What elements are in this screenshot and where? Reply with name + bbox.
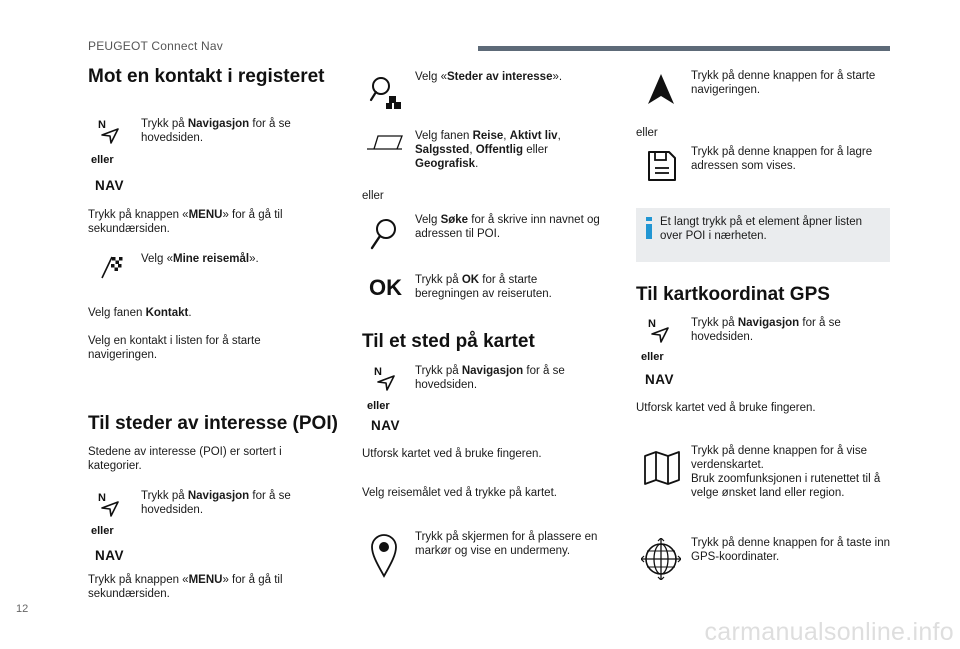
- nav-label: NAV: [95, 178, 125, 193]
- text-navigation-4: Trykk på Navigasjon for å se hovedsiden.: [691, 317, 841, 343]
- text-place-marker: Trykk på skjermen for å plassere en markør og vise en undermeny.: [415, 531, 598, 557]
- text-or: eller: [362, 190, 384, 202]
- text-start-navigation: Trykk på denne knappen for å starte navigeringen.: [691, 70, 876, 96]
- nav-label: NAV: [645, 372, 675, 387]
- nav-letter: N: [98, 119, 106, 131]
- nav-letter: N: [374, 366, 382, 378]
- or-label: eller: [367, 400, 390, 412]
- gps-globe-icon: [641, 538, 681, 580]
- text-search: Velg Søke for å skrive inn navnet og adressen til POI.: [415, 214, 600, 240]
- tabs-icon: [366, 133, 406, 151]
- or-label: eller: [91, 525, 114, 537]
- heading-contact: Mot en kontakt i registeret: [88, 66, 325, 87]
- search-icon: [369, 217, 399, 251]
- location-pin-icon: [370, 532, 398, 578]
- text-navigation-2: Trykk på Navigasjon for å se hovedsiden.: [141, 490, 291, 516]
- text-explore-map-2: Utforsk kartet ved å bruke fingeren.: [636, 402, 816, 414]
- text-contact-tab: Velg fanen Kontakt.: [88, 307, 192, 319]
- save-icon: [647, 150, 677, 182]
- text-navigation-3: Trykk på Navigasjon for å se hovedsiden.: [415, 365, 565, 391]
- text-save-address: Trykk på denne knappen for å lagre adressen som vises.: [691, 146, 873, 172]
- header-title: PEUGEOT Connect Nav: [88, 39, 223, 53]
- info-box: [636, 208, 890, 262]
- text-ok: Trykk på OK for å starte beregningen av reiseruten.: [415, 274, 552, 300]
- text-select-destination: Velg reisemålet ved å trykke på kartet.: [362, 487, 557, 499]
- nav-label: NAV: [95, 548, 125, 563]
- text-or: eller: [636, 127, 658, 139]
- text-my-destinations: Velg «Mine reisemål».: [141, 253, 259, 265]
- text-world-map-line1: Trykk på denne knappen for å vise verdenskartet.: [691, 445, 868, 471]
- ok-icon: OK: [369, 275, 402, 300]
- nav-label: NAV: [371, 418, 401, 433]
- text-world-map-line2: Bruk zoomfunksjonen i rutenettet til å velge ønsket land eller region.: [691, 473, 881, 499]
- world-map-icon: [643, 450, 681, 486]
- nav-letter: N: [98, 492, 106, 504]
- navigation-arrow-icon: [650, 327, 670, 343]
- navigation-arrow-icon: [100, 501, 120, 517]
- text-gps-coordinates: Trykk på denne knappen for å taste inn GPS-koordinater.: [691, 537, 891, 563]
- text-menu-2: Trykk på knappen «MENU» for å gå til sekundærsiden.: [88, 574, 283, 600]
- header-bar: [478, 46, 890, 51]
- text-explore-map-1: Utforsk kartet ved å bruke fingeren.: [362, 448, 542, 460]
- navigation-arrow-icon: [100, 128, 120, 144]
- text-poi-categories: Stedene av interesse (POI) er sortert i kategorier.: [88, 446, 282, 472]
- text-menu-1: Trykk på knappen «MENU» for å gå til sekundærsiden.: [88, 209, 283, 235]
- poi-search-icon: [369, 76, 403, 110]
- text-poi-select: Velg «Steder av interesse».: [415, 71, 563, 83]
- info-icon: [644, 216, 654, 240]
- navigation-arrow-icon: [376, 375, 396, 391]
- text-select-contact: Velg en kontakt i listen for å starte navigeringen.: [88, 335, 261, 361]
- checkered-flag-icon: [100, 255, 124, 279]
- heading-poi: Til steder av interesse (POI): [88, 413, 338, 434]
- or-label: eller: [91, 154, 114, 166]
- heading-gps: Til kartkoordinat GPS: [636, 284, 830, 305]
- nav-letter: N: [648, 318, 656, 330]
- heading-map: Til et sted på kartet: [362, 331, 535, 352]
- or-label: eller: [641, 351, 664, 363]
- start-navigation-icon: [646, 73, 676, 105]
- text-world-map: [691, 444, 891, 500]
- watermark: carmanualsonline.info: [704, 618, 954, 646]
- info-text: Et langt trykk på et element åpner listen over POI i nærheten.: [660, 216, 862, 242]
- text-poi-tabs: Velg fanen Reise, Aktivt liv, Salgssted, Offentlig eller Geografisk.: [415, 130, 561, 170]
- text-navigation-1: Trykk på Navigasjon for å se hovedsiden.: [141, 118, 291, 144]
- page-number: 12: [16, 603, 29, 615]
